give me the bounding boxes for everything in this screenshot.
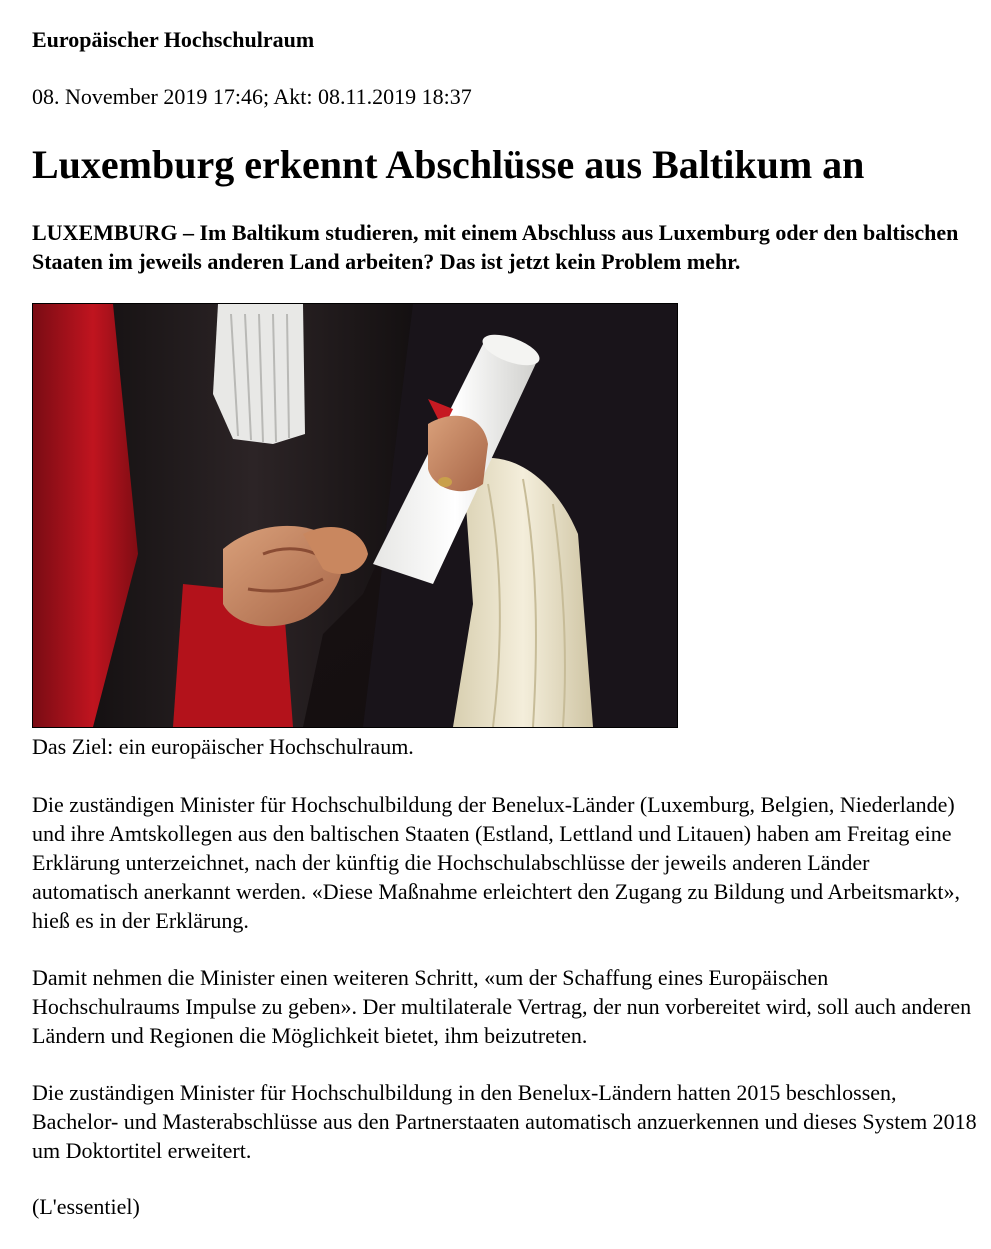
article-paragraph: Die zuständigen Minister für Hochschulbildung in den Benelux-Ländern hatten 2015 beschlossen, Bachelor- und Masterabschlüsse aus den Partnerstaaten automatisch anzuerkennen und dieses System 2018 um Doktortitel erweitert. <box>32 1080 977 1163</box>
article-source: (L'essentiel) <box>32 1194 140 1219</box>
article-paragraph: Damit nehmen die Minister einen weiteren Schritt, «um der Schaffung eines Europäischen Hochschulraums Impulse zu geben». Der multilaterale Vertrag, der nun vorbereitet wird, soll auch anderen Ländern und Regionen die Möglichkeit bietet, ihm beizutreten. <box>32 965 972 1048</box>
article-headline: Luxemburg erkennt Abschlüsse aus Baltikum an <box>32 142 865 187</box>
article-lead: LUXEMBURG – Im Baltikum studieren, mit einem Abschluss aus Luxemburg oder den baltischen Staaten im jeweils anderen Land arbeiten? Das ist jetzt kein Problem mehr. <box>32 220 959 274</box>
article-paragraph: Die zuständigen Minister für Hochschulbildung der Benelux-Länder (Luxemburg, Belgien, Niederlande) und ihre Amtskollegen aus den baltischen Staaten (Estland, Lettland und Litauen) haben am Freitag eine Erklärung unterzeichnet, nach der künftig die Hochschulabschlüsse der jeweils anderen Länder automatisch anerkannt werden. «Diese Maßnahme erleichtert den Zugang zu Bildung und Arbeitsmarkt», hieß es in der Erklärung. <box>32 792 960 933</box>
article-kicker: Europäischer Hochschulraum <box>32 27 315 52</box>
photo-caption: Das Ziel: ein europäischer Hochschulraum. <box>32 734 414 759</box>
article-dateline: 08. November 2019 17:46; Akt: 08.11.2019 18:37 <box>32 84 472 109</box>
article-photo <box>32 303 678 728</box>
graduation-handshake-image <box>33 304 677 727</box>
